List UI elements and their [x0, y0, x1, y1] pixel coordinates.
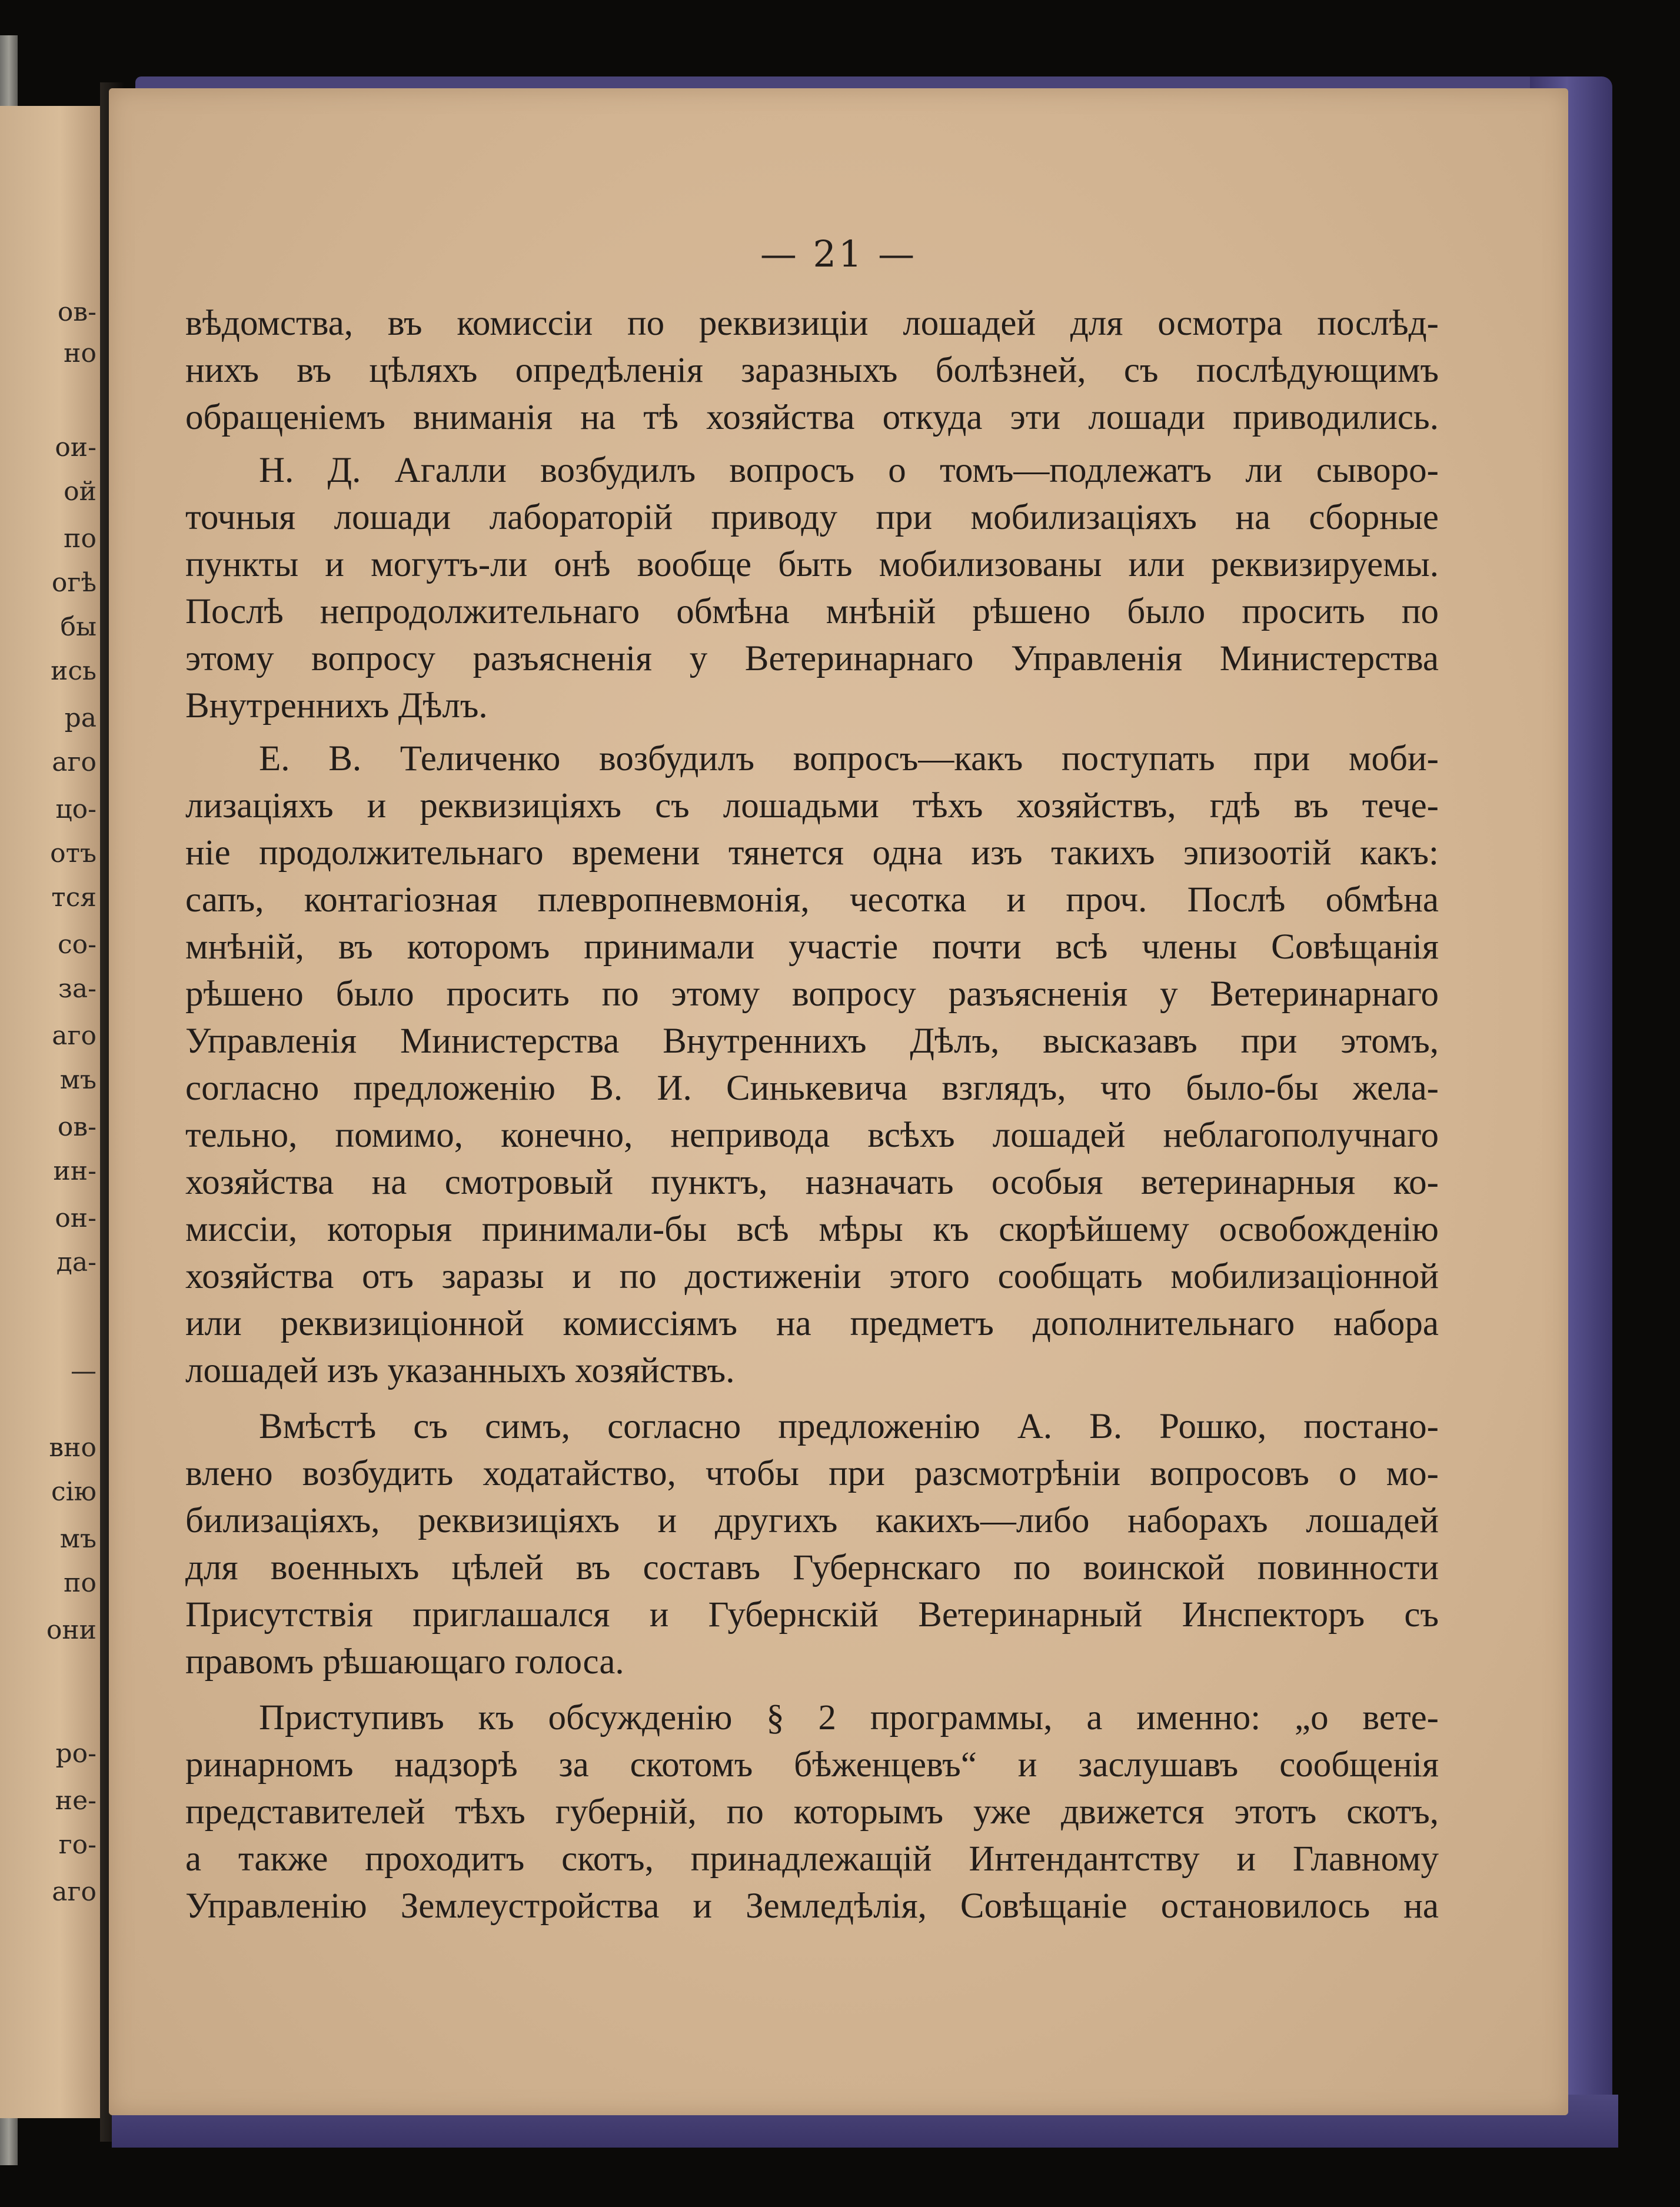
text-line: Присутствія приглашался и Губернскій Ветеринарный Инспекторъ съ	[185, 1595, 1439, 1635]
previous-page-fragment: бы	[60, 612, 97, 642]
previous-page-fragment: ой	[64, 477, 97, 507]
text-line: Послѣ непродолжительнаго обмѣна мнѣній рѣшено было просить по	[185, 592, 1439, 631]
previous-page-fragment: по	[64, 1568, 97, 1598]
previous-page-fragment: ои-	[55, 432, 97, 462]
text-line: этому вопросу разъясненія у Ветеринарнаго Управленія Министерства	[185, 639, 1439, 678]
text-line: миссіи, которыя принимали-бы всѣ мѣры къ скорѣйшему освобожденію	[185, 1210, 1439, 1249]
previous-page-fragment: не-	[55, 1786, 97, 1816]
previous-page-fragment: го-	[58, 1830, 97, 1860]
previous-page-fragment: аго	[52, 747, 97, 777]
previous-page-fragment: ра	[64, 703, 97, 733]
paragraph-last-line: правомъ рѣшающаго голоса.	[185, 1642, 624, 1682]
previous-page-fragment: со-	[58, 930, 97, 960]
paragraph-first-line: Н. Д. Агалли возбудилъ вопросъ о томъ—подлежатъ ли сыворо-	[259, 451, 1439, 490]
text-line: Управленію Землеустройства и Земледѣлія, Совѣщаніе остановилось на	[185, 1886, 1439, 1926]
paragraph-last-line: лошадей изъ указанныхъ хозяйствъ.	[185, 1351, 735, 1390]
previous-page-fragment: но	[64, 338, 97, 368]
text-line: Управленія Министерства Внутреннихъ Дѣлъ, высказавъ при этомъ,	[185, 1021, 1439, 1061]
previous-page-fragment: аго	[52, 1021, 97, 1051]
previous-page-fragment: ов-	[57, 1112, 97, 1142]
text-line: хозяйства отъ заразы и по достиженіи этого сообщать мобилизаціонной	[185, 1257, 1439, 1296]
text-line: нихъ въ цѣляхъ опредѣленія заразныхъ болѣзней, съ послѣдующимъ	[185, 351, 1439, 390]
text-line: лизаціяхъ и реквизиціяхъ съ лошадьми тѣхъ хозяйствъ, гдѣ въ тече-	[185, 786, 1439, 825]
previous-page-fragment: —	[71, 1356, 97, 1386]
text-line: для военныхъ цѣлей въ составъ Губернскаго по воинской повинности	[185, 1548, 1439, 1587]
text-line: согласно предложенію В. И. Синькевича взглядъ, что было-бы жела-	[185, 1068, 1439, 1108]
text-line: или реквизиціонной комиссіямъ на предметъ дополнительнаго набора	[185, 1304, 1439, 1343]
paragraph-first-line: Вмѣстѣ съ симъ, согласно предложенію А. В. Рошко, постано-	[259, 1407, 1439, 1446]
previous-page-fragment: тся	[51, 883, 97, 913]
previous-page-fragment: они	[46, 1615, 97, 1645]
previous-page-fragment: ов-	[57, 297, 97, 327]
paragraph-first-line: Е. В. Теличенко возбудилъ вопросъ—какъ поступать при моби-	[259, 739, 1439, 778]
text-line: рѣшено было просить по этому вопросу разъясненія у Ветеринарнаго	[185, 974, 1439, 1014]
previous-page-fragment: сію	[51, 1477, 97, 1507]
text-line: вѣдомства, въ комиссіи по реквизиціи лошадей для осмотра послѣд-	[185, 304, 1439, 343]
previous-page-fragment: ин-	[53, 1156, 97, 1186]
text-line: влено возбудить ходатайство, чтобы при разсмотрѣніи вопросовъ о мо-	[185, 1454, 1439, 1493]
previous-page-fragment: ись	[51, 656, 97, 686]
previous-page-fragment: огѣ	[51, 568, 97, 598]
text-line: тельно, помимо, конечно, непривода всѣхъ лошадей неблагополучнаго	[185, 1116, 1439, 1155]
text-line: точныя лошади лабораторій приводу при мобилизаціяхъ на сборные	[185, 498, 1439, 537]
previous-page-fragment: цо-	[55, 794, 97, 824]
previous-page-fragment: да-	[56, 1247, 97, 1277]
previous-page-fragment: он-	[55, 1203, 97, 1233]
text-line: представителей тѣхъ губерній, по которымъ уже движется этотъ скотъ,	[185, 1792, 1439, 1832]
page-number: — 21 —	[760, 232, 917, 275]
paragraph-first-line: Приступивъ къ обсужденію § 2 программы, а именно: „о вете-	[259, 1698, 1439, 1737]
previous-page-fragment: по	[64, 524, 97, 554]
previous-page-fragment: вно	[49, 1433, 97, 1463]
previous-page-fragment: ро-	[55, 1739, 97, 1769]
previous-page-fragment: мъ	[59, 1065, 97, 1095]
paragraph-last-line: Внутреннихъ Дѣлъ.	[185, 686, 488, 725]
text-line: сапъ, контагіозная плевропневмонія, чесотка и проч. Послѣ обмѣна	[185, 880, 1439, 920]
previous-page-fragment: за-	[58, 974, 97, 1004]
text-line: ніе продолжительнаго времени тянется одна изъ такихъ эпизоотій какъ:	[185, 833, 1439, 873]
text-line: хозяйства на смотровый пунктъ, назначать особыя ветеринарныя ко-	[185, 1163, 1439, 1202]
text-line: а также проходитъ скотъ, принадлежащій Интендантству и Главному	[185, 1839, 1439, 1879]
previous-page-fragment: мъ	[59, 1524, 97, 1554]
text-line: мнѣній, въ которомъ принимали участіе почти всѣ члены Совѣщанія	[185, 927, 1439, 967]
text-line: обращеніемъ вниманія на тѣ хозяйства откуда эти лошади приводились.	[185, 398, 1439, 437]
text-line: билизаціяхъ, реквизиціяхъ и другихъ какихъ—либо наборахъ лошадей	[185, 1501, 1439, 1540]
previous-page-fragment: аго	[52, 1877, 97, 1907]
book-page	[109, 88, 1568, 2115]
previous-page-fragment: отъ	[50, 838, 97, 868]
previous-page	[0, 106, 100, 2118]
text-line: пункты и могутъ-ли онѣ вообще быть мобилизованы или реквизируемы.	[185, 545, 1439, 584]
text-line: ринарномъ надзорѣ за скотомъ бѣженцевъ“ и заслушавъ сообщенія	[185, 1745, 1439, 1785]
